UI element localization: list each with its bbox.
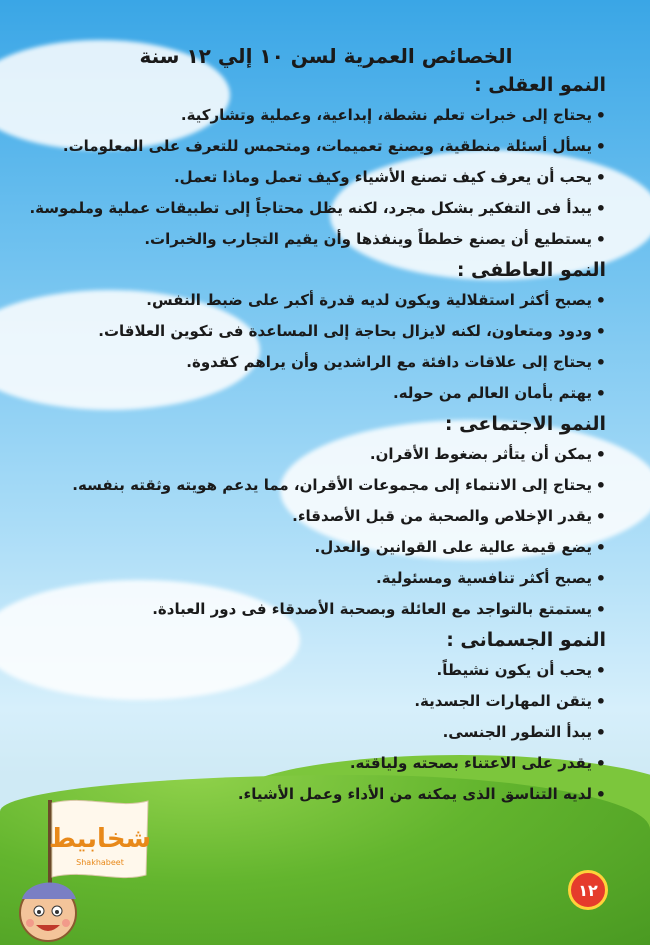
list-item: • يستمتع بالتواجد مع العائلة وبصحبة الأصدقاء فى دور العبادة. bbox=[46, 594, 606, 625]
page-content bbox=[29, 44, 606, 810]
section-mental bbox=[29, 74, 606, 255]
section-heading: النمو العاطفى : bbox=[456, 259, 606, 281]
section-physical bbox=[46, 629, 606, 810]
mascot-illustration bbox=[8, 795, 158, 945]
list-item: • يحب أن يكون نشيطاً. bbox=[46, 655, 606, 686]
section-emotional bbox=[46, 259, 606, 409]
list-item: • ودود ومتعاون، لكنه لايزال بحاجة إلى المساعدة فى تكوين العلاقات. bbox=[46, 316, 606, 347]
section-heading: النمو الاجتماعى : bbox=[444, 413, 606, 435]
list-item: • يمكن أن يتأثر بضغوط الأقران. bbox=[46, 439, 606, 470]
list-item: • يصبح أكثر استقلالية ويكون لديه قدرة أكبر على ضبط النفس. bbox=[46, 285, 606, 316]
list-item: • يصبح أكثر تنافسية ومسئولية. bbox=[46, 563, 606, 594]
bullet-list bbox=[29, 100, 606, 255]
section-heading: النمو الجسمانى : bbox=[446, 629, 606, 651]
list-item: • يحب أن يعرف كيف تصنع الأشياء وكيف تعمل وماذا تعمل. bbox=[46, 162, 606, 193]
section-heading: النمو العقلى : bbox=[474, 74, 606, 96]
list-item: • يحتاج إلى الانتماء إلى مجموعات الأقران، مما يدعم هويته وثقته بنفسه. bbox=[46, 470, 606, 501]
list-item: • يسأل أسئلة منطقية، ويصنع تعميمات، ومتحمس للتعرف على المعلومات. bbox=[46, 131, 606, 162]
list-item: • يهتم بأمان العالم من حوله. bbox=[46, 378, 606, 409]
flag-logo-text: شخابيط bbox=[48, 824, 152, 854]
list-item: • يحتاج إلى خبرات تعلم نشطة، إبداعية، وعملية وتشاركية. bbox=[46, 100, 606, 131]
flag-logo-subtext: Shakhabeet bbox=[76, 858, 124, 867]
bullet-list bbox=[46, 439, 606, 625]
list-item: • يبدأ فى التفكير بشكل مجرد، لكنه يظل محتاجاً إلى تطبيقات عملية وملموسة. bbox=[46, 193, 606, 224]
list-item: • يقدر الإخلاص والصحبة من قبل الأصدقاء. bbox=[46, 501, 606, 532]
list-item: • يتقن المهارات الجسدية. bbox=[46, 686, 606, 717]
list-item: • يقدر على الاعتناء بصحته ولياقته. bbox=[46, 748, 606, 779]
section-social bbox=[46, 413, 606, 625]
list-item: • يبدأ التطور الجنسى. bbox=[46, 717, 606, 748]
bullet-list bbox=[46, 655, 606, 810]
list-item: • يستطيع أن يصنع خططاً وينفذها وأن يقيم التجارب والخبرات. bbox=[46, 224, 606, 255]
list-item: • يضع قيمة عالية على القوانين والعدل. bbox=[46, 532, 606, 563]
page-title: الخصائص العمرية لسن ١٠ إلي ١٢ سنة bbox=[139, 44, 513, 68]
page-number-badge: ١٢ bbox=[568, 870, 608, 910]
list-item: • يحتاج إلى علاقات دافئة مع الراشدين وأن يراهم كقدوة. bbox=[46, 347, 606, 378]
list-item: • لديه التناسق الذى يمكنه من الأداء وعمل الأشياء. bbox=[46, 779, 606, 810]
bullet-list bbox=[46, 285, 606, 409]
